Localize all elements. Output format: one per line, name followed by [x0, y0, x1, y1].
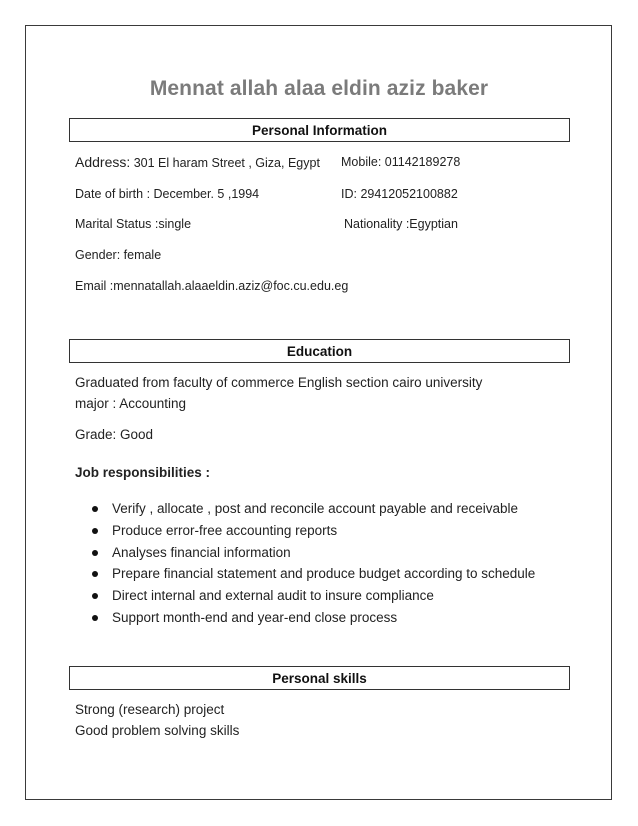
date-of-birth-field: Date of birth : December. 5 ,1994 [75, 187, 260, 201]
gender-field: Gender: female [75, 248, 162, 262]
skill-item: Strong (research) project [75, 702, 225, 717]
bullet-icon [92, 528, 98, 534]
education-grade: Grade: Good [75, 427, 154, 442]
bullet-icon [92, 550, 98, 556]
list-item: Produce error-free accounting reports [92, 520, 535, 542]
list-item: Verify , allocate , post and reconcile account payable and receivable [92, 498, 535, 520]
education-degree: Graduated from faculty of commerce English section cairo university [75, 375, 483, 390]
email-field: Email :mennatallah.alaaeldin.aziz@foc.cu.edu.eg [75, 279, 349, 293]
mobile-field: Mobile: 01142189278 [341, 155, 461, 169]
address-line [75, 154, 320, 172]
bullet-icon [92, 506, 98, 512]
marital-status-field: Marital Status :single [75, 217, 192, 231]
education-major: major : Accounting [75, 396, 187, 411]
list-item: Support month-end and year-end close process [92, 607, 535, 629]
job-responsibilities-heading: Job responsibilities : [75, 465, 211, 480]
skill-item: Good problem solving skills [75, 723, 240, 738]
bullet-icon [92, 571, 98, 577]
address-value: 301 El haram Street , Giza, Egypt [130, 156, 320, 170]
list-item: Direct internal and external audit to insure compliance [92, 585, 535, 607]
list-item: Prepare financial statement and produce budget according to schedule [92, 563, 535, 585]
bullet-icon [92, 593, 98, 599]
personal-information-heading: Personal Information [69, 118, 570, 142]
resume-name: Mennat allah alaa eldin aziz baker [149, 77, 489, 100]
bullet-icon [92, 615, 98, 621]
id-field: ID: 29412052100882 [341, 187, 458, 201]
list-item: Analyses financial information [92, 542, 535, 564]
address-label: Address: [75, 154, 131, 170]
education-heading: Education [69, 339, 570, 363]
responsibilities-list [92, 498, 535, 629]
personal-skills-heading: Personal skills [69, 666, 570, 690]
nationality-field: Nationality :Egyptian [344, 217, 458, 231]
